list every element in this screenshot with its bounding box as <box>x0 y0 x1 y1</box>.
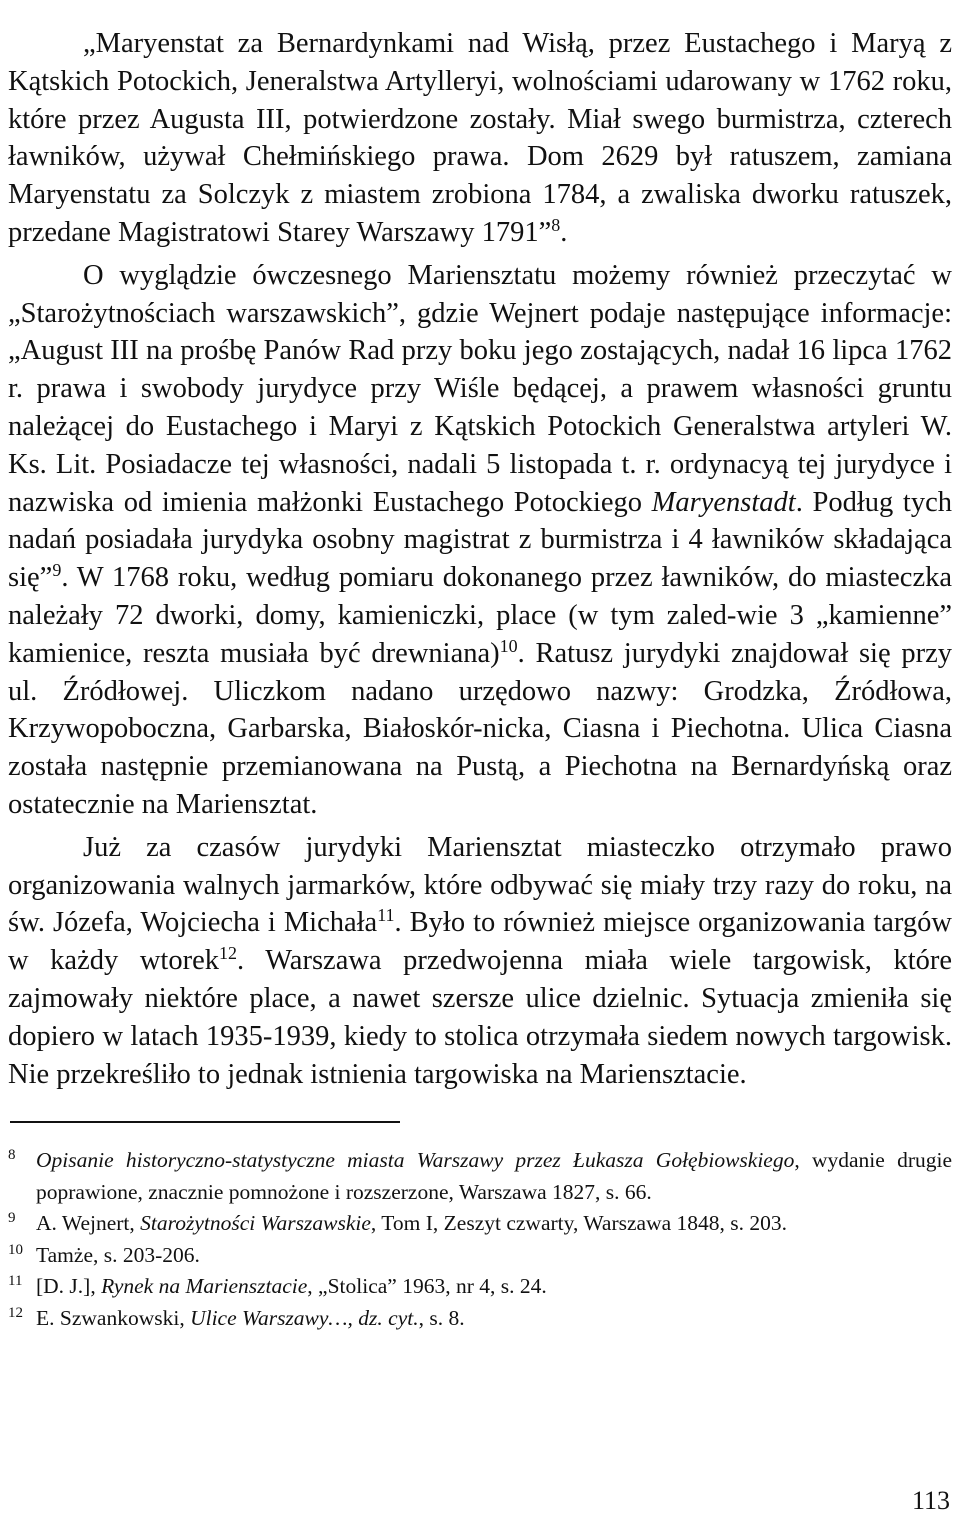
text-run: . Ratusz jurydyki znajdował się przy ul. Źródłowej. Uliczkom nadano urzędowo nazwy: Grodzka, Źródłowa, Krzywopoboczna, Garbarska, Białoskór-nicka, Ciasna i Piechotna. Ulica Ciasna została następnie przemianowana na Pustą, a Piechotna na Bernardyńską oraz ostatecznie na Mariensztat. <box>8 637 953 820</box>
body-text <box>8 25 952 1093</box>
footnote-text <box>36 1208 952 1240</box>
text-run: . Było to również miejsce organizowania targów w każdy wtorek <box>8 907 952 977</box>
footnote-number: 12 <box>8 1304 23 1321</box>
footnote-reference: 9 <box>52 560 62 581</box>
footnote-10 <box>8 1240 952 1272</box>
footnotes <box>8 1145 952 1334</box>
footnote-number: 11 <box>8 1273 23 1290</box>
footnote-text <box>36 1240 952 1272</box>
text-run: . Warszawa przedwojenna miała wiele targowisk, które zajmowały niektóre place, a nawet szersze ulice dzielnic. Sytuacja zmieniła się dopiero w latach 1935-1939, kiedy to stolica otrzymała siedem nowych targowisk. Nie przekreśliło to jednak istnienia targowiska na Mariensztacie. <box>8 945 953 1090</box>
text-run: E. Szwankowski, <box>36 1305 191 1330</box>
footnote-11 <box>8 1271 952 1303</box>
paragraph-2 <box>8 257 952 824</box>
footnote-text <box>36 1145 952 1208</box>
page-number: 113 <box>911 1486 950 1515</box>
footnote-12 <box>8 1303 952 1335</box>
text-run: . W 1768 roku, według pomiaru dokonanego przez ławników, do miasteczka należały 72 dworki, domy, kamieniczki, place (w tym zaled-wie 3 „kamienne” kamienice, reszta musiała być drewniana) <box>8 562 952 669</box>
text-run: , wydanie drugie poprawione, znacznie pomnożone i rozszerzone, Warszawa 1827, s. 66. <box>36 1148 952 1204</box>
footnote-8 <box>8 1145 952 1208</box>
text-run: [D. J.], <box>36 1274 102 1299</box>
italic-title: Opisanie historyczno-statystyczne miasta Warszawy przez Łukasza Gołębiowskiego <box>36 1148 795 1173</box>
text-run: „Maryenstat za Bernardynkami nad Wisłą, przez Eustachego i Maryą z Kątskich Potockich, Jeneralstwa Artylleryi, wolnościami udarowany w 1762 roku, które przez Augusta III, potwierdzone zostały. Miał swego burmistrza, czterech ławników, używał Chełmińskiego prawa. Dom 2629 był ratuszem, zamiana Maryenstatu za Solczyk z miastem zrobiona 1784, a zwaliska dworku ratuszek, przedane Magistratowi Starey Warszawy 1791” <box>8 28 952 248</box>
footnote-text <box>36 1303 952 1335</box>
footnote-reference: 11 <box>377 905 395 926</box>
text-run: O wyglądzie ówczesnego Mariensztatu możemy również przeczytać w „Starożytnościach warszawskich”, gdzie Wejnert podaje następujące informacje: „August III na prośbę Panów Rad przy boku jego zostających, nadał 16 lipca 1762 r. prawa i swobody jurydyce przy Wiśle będącej, a prawem własności gruntu należącej do Eustachego i Maryi z Kątskich Potockich Generalstwa artyleri W. Ks. Lit. Posiadacze tej własności, nadali 5 listopada t. r. ordynacyą tej jurydyce i nazwiska od imienia małżonki Eustachego Potockiego <box>8 259 952 518</box>
footnote-number: 8 <box>8 1147 16 1164</box>
text-run: Już za czasów jurydyki Mariensztat miasteczko otrzymało prawo organizowania walnych jarmarków, które odbywać się miały trzy razy do roku, na św. Józefa, Wojciecha i Michała <box>8 831 952 939</box>
text-run: , Tom I, Zeszyt czwarty, Warszawa 1848, s. 203. <box>370 1211 788 1236</box>
text-run: Tamże, s. 203-206. <box>36 1242 200 1267</box>
italic-title: Rynek na Mariensztacie <box>101 1274 308 1299</box>
italic-title: Ulice Warszawy…, dz. cyt. <box>190 1305 419 1330</box>
footnote-number: 10 <box>8 1241 23 1258</box>
footnote-9 <box>8 1208 952 1240</box>
text-run: . Podług tych nadań posiadała jurydyka osobny magistrat z burmistrza i 4 ławników składająca się” <box>8 486 953 594</box>
italic-title: Maryenstadt <box>651 486 796 518</box>
italic-title: Starożytności Warszawskie <box>140 1211 371 1236</box>
footnote-separator <box>10 1121 400 1123</box>
text-run: . <box>560 216 568 248</box>
text-run: , s. 8. <box>418 1305 465 1330</box>
paragraph-3 <box>8 829 952 1094</box>
paragraph-1 <box>8 25 952 252</box>
footnote-reference: 8 <box>551 214 561 235</box>
text-run: , „Stolica” 1963, nr 4, s. 24. <box>307 1274 547 1299</box>
footnote-reference: 12 <box>218 943 237 964</box>
footnote-text <box>36 1271 952 1303</box>
footnote-reference: 10 <box>499 635 518 656</box>
text-run: A. Wejnert, <box>36 1211 141 1236</box>
footnote-number: 9 <box>8 1210 16 1227</box>
